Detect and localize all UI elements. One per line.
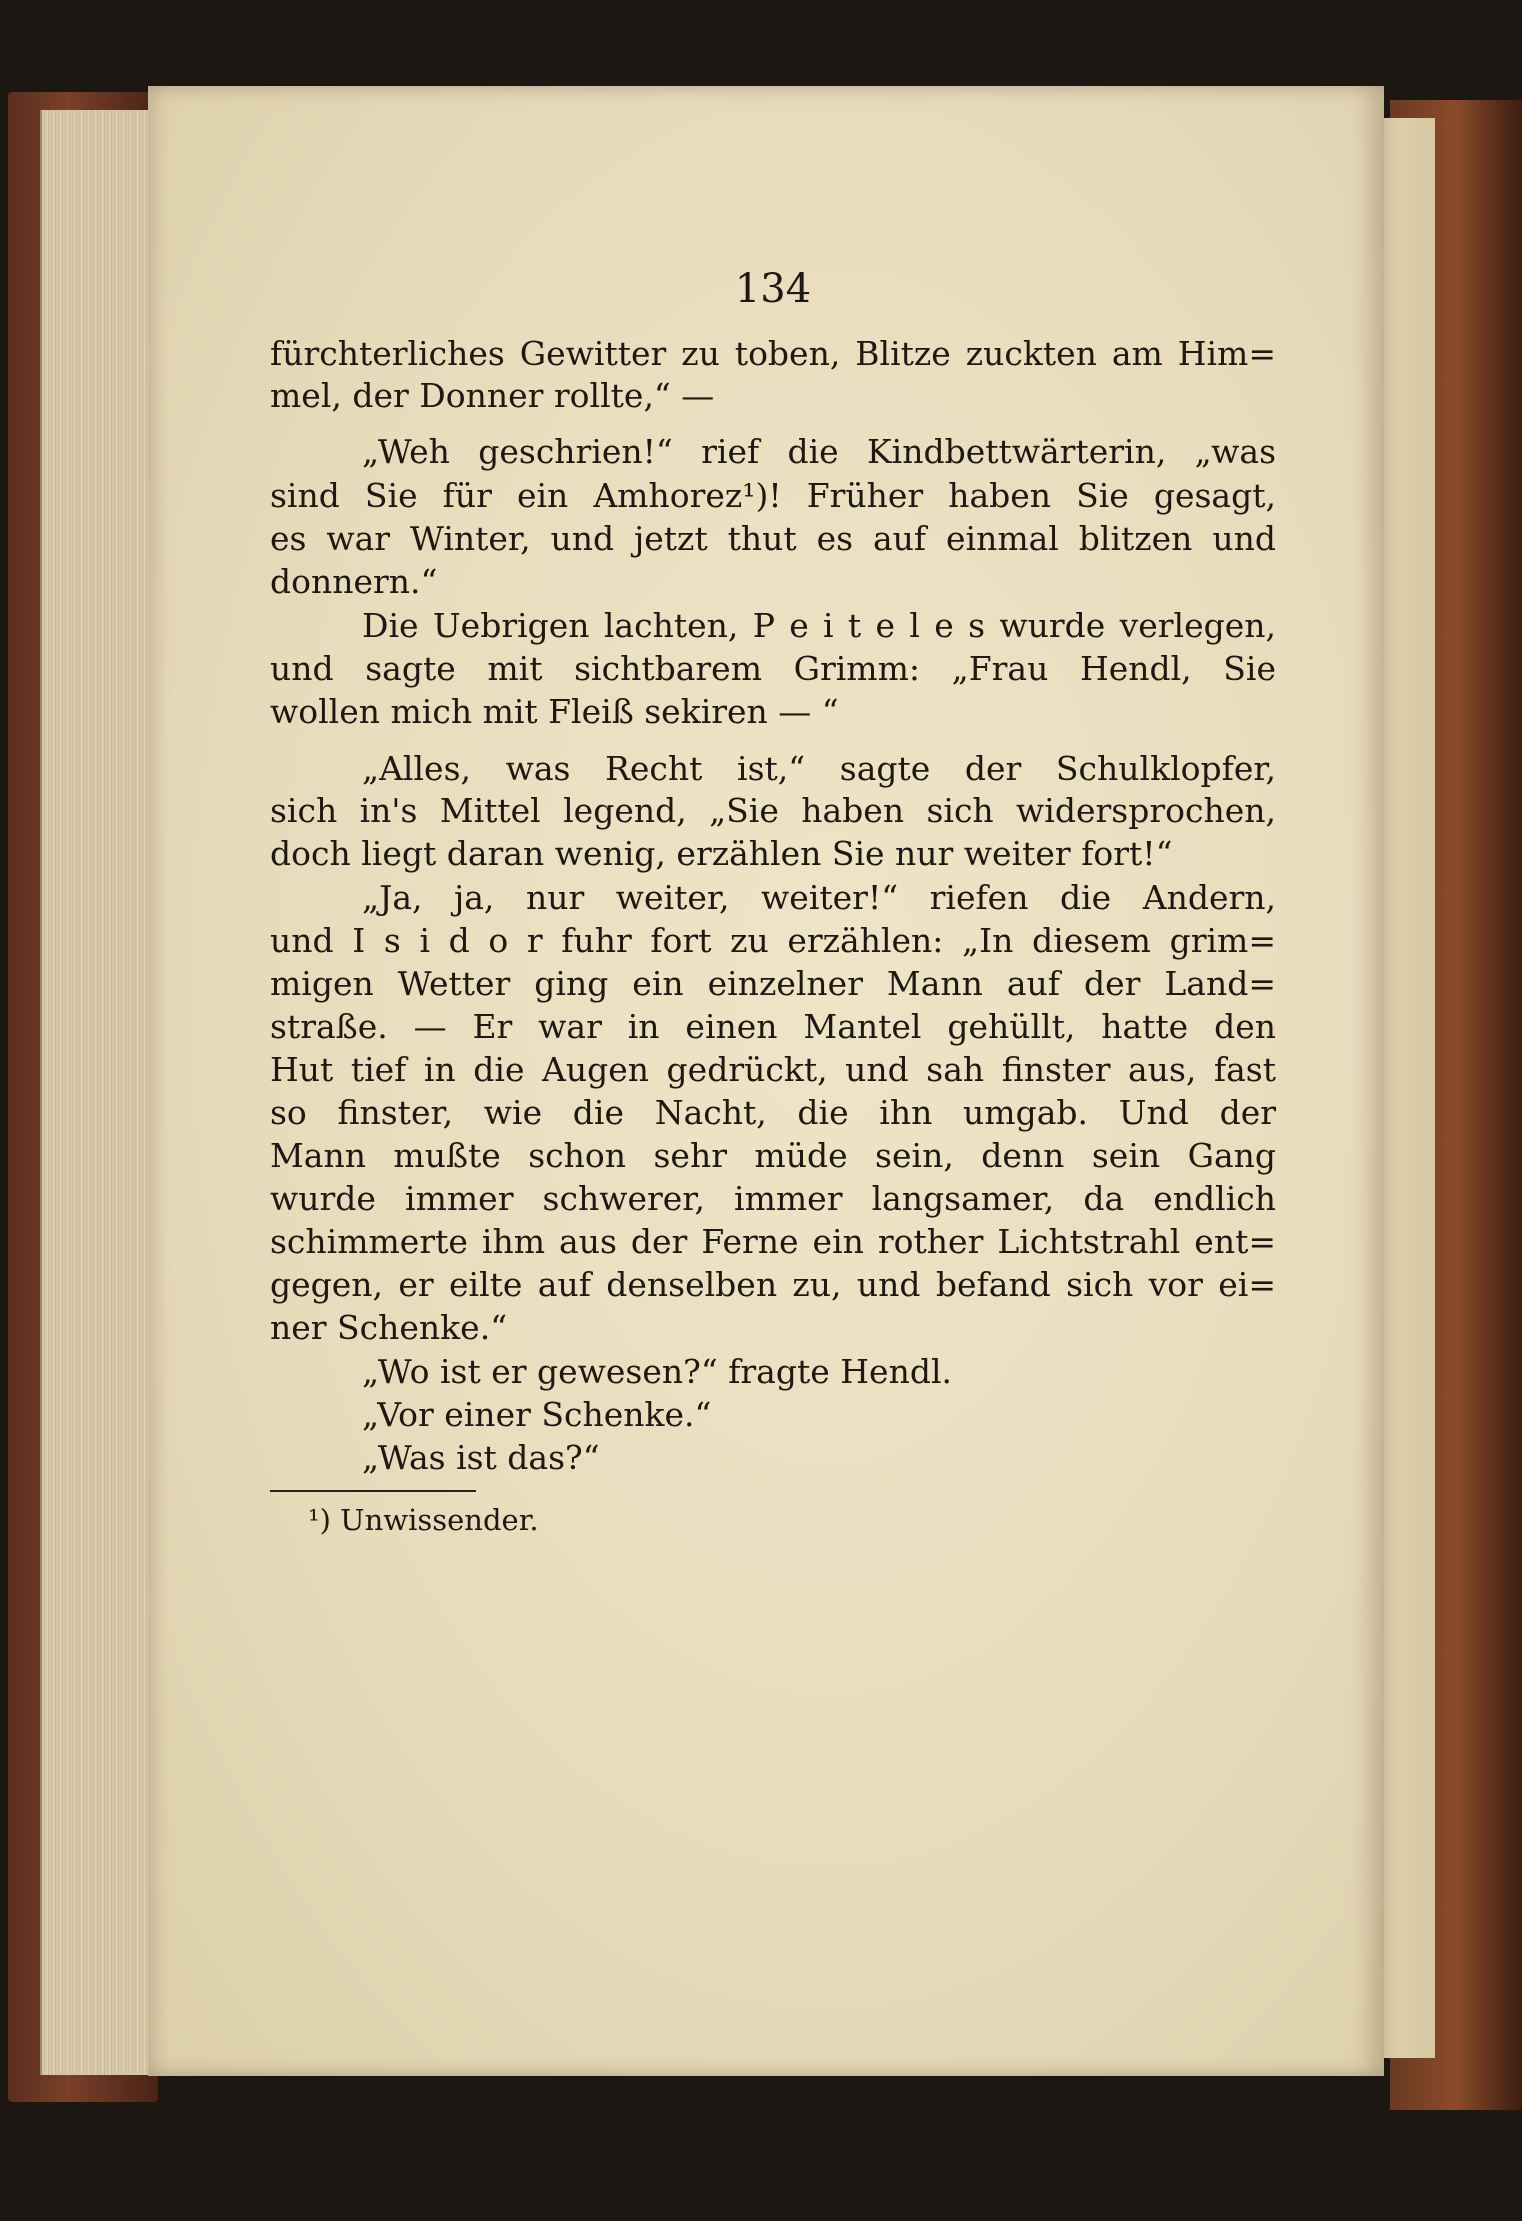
text-line: „Vor einer Schenke.“ xyxy=(362,1395,712,1434)
text-line: es war Winter, und jetzt thut es auf einmal blitzen und xyxy=(270,519,1276,558)
text-line: Die Uebrigen lachten, P e i t e l e s wurde verlegen, xyxy=(362,606,1276,645)
text-line: mel, der Donner rollte,“ — xyxy=(270,376,715,415)
text-line: und sagte mit sichtbarem Grimm: „Frau Hendl, Sie xyxy=(270,649,1276,688)
book-page xyxy=(148,86,1384,2076)
text-line: donnern.“ xyxy=(270,562,438,601)
text-line: „Weh geschrien!“ rief die Kindbettwärterin, „was xyxy=(362,432,1276,471)
text-line: so finster, wie die Nacht, die ihn umgab. Und der xyxy=(270,1093,1276,1132)
text-line: sich in's Mittel legend, „Sie haben sich widersprochen, xyxy=(270,791,1276,830)
text-line: Mann mußte schon sehr müde sein, denn sein Gang xyxy=(270,1136,1276,1175)
text-line: wurde immer schwerer, immer langsamer, da endlich xyxy=(270,1179,1276,1218)
text-line: gegen, er eilte auf denselben zu, und befand sich vor ei= xyxy=(270,1265,1276,1304)
footnote-rule xyxy=(270,1490,476,1492)
text-line: „Wo ist er gewesen?“ fragte Hendl. xyxy=(362,1352,952,1391)
text-line: sind Sie für ein Amhorez¹)! Früher haben Sie gesagt, xyxy=(270,476,1276,515)
text-line: migen Wetter ging ein einzelner Mann auf der Land= xyxy=(270,964,1276,1003)
text-line: schimmerte ihm aus der Ferne ein rother Lichtstrahl ent= xyxy=(270,1222,1276,1261)
text-line: doch liegt daran wenig, erzählen Sie nur weiter fort!“ xyxy=(270,834,1173,873)
text-line: und I s i d o r fuhr fort zu erzählen: „In diesem grim= xyxy=(270,921,1276,960)
page-edges xyxy=(40,110,162,2075)
text-line: ner Schenke.“ xyxy=(270,1308,508,1347)
text-line: „Alles, was Recht ist,“ sagte der Schulklopfer, xyxy=(362,749,1276,788)
text-line: Hut tief in die Augen gedrückt, und sah finster aus, fast xyxy=(270,1050,1276,1089)
footnote: ¹) Unwissender. xyxy=(308,1503,539,1537)
text-line: fürchterliches Gewitter zu toben, Blitze zuckten am Him= xyxy=(270,334,1276,373)
text-line: „Ja, ja, nur weiter, weiter!“ riefen die Andern, xyxy=(362,878,1276,917)
text-line: „Was ist das?“ xyxy=(362,1438,600,1477)
page-number: 134 xyxy=(734,266,812,312)
text-line: straße. — Er war in einen Mantel gehüllt, hatte den xyxy=(270,1007,1276,1046)
text-line: wollen mich mit Fleiß sekiren — “ xyxy=(270,692,839,731)
